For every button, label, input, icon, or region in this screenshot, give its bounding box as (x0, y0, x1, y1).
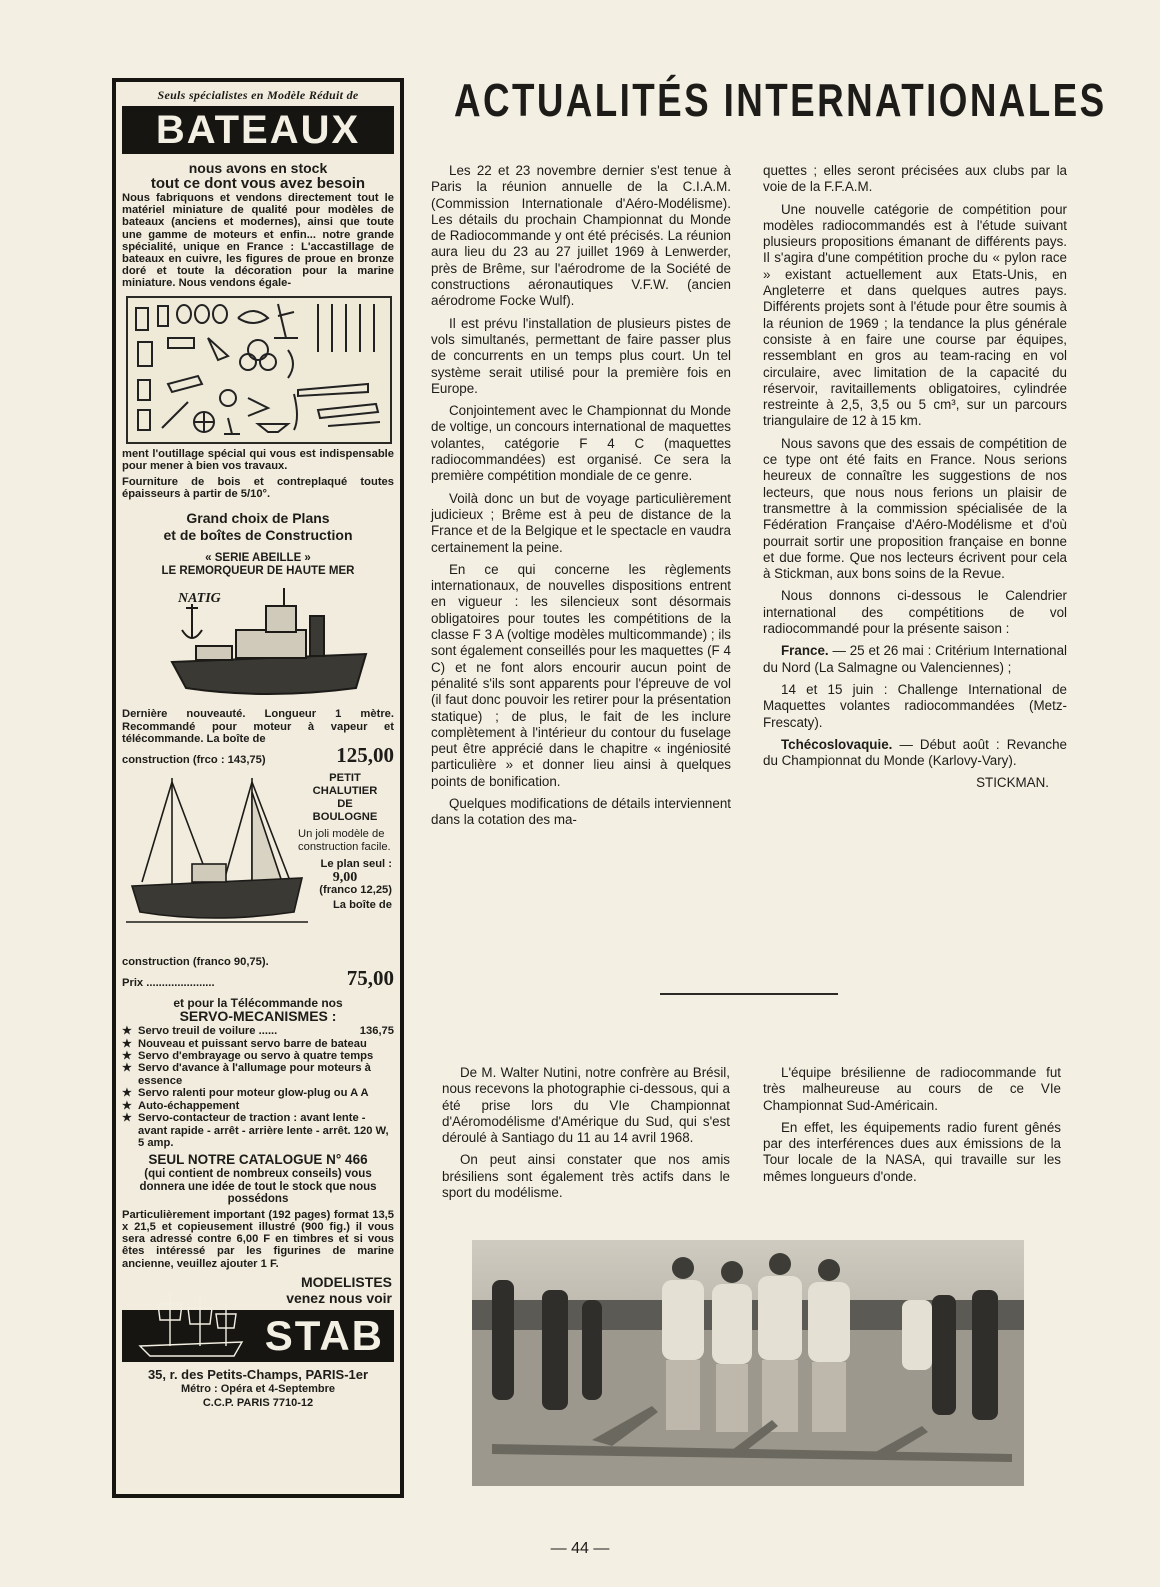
servo-price: 136,75 (359, 1025, 394, 1038)
chalutier-text (298, 772, 392, 912)
col3-paragraph: De M. Walter Nutini, notre confrère au Brésil, nous recevons la photographie ci-dessous, qui a été prise lors du VIe Championnat d'Aéromodélisme d'Amérique du Sud, qui s'est déroulé à Santiago du 11 au 14 avril 1968. (442, 1065, 730, 1146)
tugboat-drawing (116, 584, 400, 708)
chalutier-section (116, 772, 400, 956)
col1-paragraph: Quelques modifications de détails interviennent dans la cotation des ma- (431, 795, 731, 828)
remorqueur-description: Dernière nouveauté. Longueur 1 mètre. Recommandé pour moteur à vapeur et télécommande. La boîte de (122, 708, 394, 745)
calendar-france-text: — 25 et 26 mai : Critérium International du Nord (La Salmagne ou Valenciennes) ; (763, 643, 1067, 675)
servo-label: Servo d'embrayage ou servo à quatre temps (138, 1050, 374, 1063)
chalutier-title-4: BOULOGNE (312, 811, 378, 824)
col1-paragraph: En ce qui concerne les règlements internationaux, de nouvelles dispositions entrent en vigueur : les silencieux sont désormais obligatoires pour toutes les compétitions de la classe F 3 A (voltige modèles multicommande) ; ils sont également conseillés pour les maquettes (F 4 C) et ne font alors encourir aucun point de pénalité s'ils sont apparents pour l'épreuve de vol (il faut donc pouvoir les retirer pour la présentation statique) ; de plus, le fait de les inclure complètement à l'intérieur du contour du fuselage peut être apprécié dans le chapitre « ingéniosité particulière » et donner lieu ainsi à quelques points de bonification. (431, 561, 731, 789)
servo-item (122, 1025, 394, 1037)
trawler-drawing (122, 772, 312, 942)
col1-paragraph: Il est prévu l'installation de plusieurs pistes de vols simultanés, permettant de faire passer plus de concurrents en un temps plus court. Un tel système serait utilisé pour la première fois en Europe. (431, 315, 731, 396)
address-line-2: Métro : Opéra et 4-Septembre (180, 1382, 336, 1395)
article-column-1 (431, 163, 731, 835)
star-icon: ★ (122, 1037, 133, 1050)
stab-logo-text: STAB (264, 1311, 384, 1359)
catalogue-subtitle: (qui contient de nombreux conseils) vous donnera une idée de tout le stock que nous possédons (139, 1168, 377, 1206)
col1-paragraph: Conjointement avec le Championnat du Monde de voltige, un concours international de maquettes volantes, catégorie F 4 C (maquettes radiocommandées) est organisé. Ce sera la première compétition mondiale de ce genre. (431, 403, 731, 484)
plans-heading (116, 510, 400, 544)
col4-paragraph: L'équipe brésilienne de radiocommande fut très malheureuse au cours de ce VIe Championnat Sud-Américain. (763, 1065, 1061, 1113)
star-icon: ★ (122, 1050, 133, 1063)
servo-label: Auto-échappement (138, 1099, 240, 1112)
remorqueur-box-label: construction (frco : 143,75) (122, 754, 266, 767)
stock-line-2: tout ce dont vous avez besoin (150, 175, 366, 192)
servo-label: Nouveau et puissant servo barre de bateau (138, 1037, 367, 1050)
brazil-column-2 (763, 1065, 1061, 1191)
fittings-illustration (126, 296, 392, 444)
servo-list (116, 1025, 400, 1149)
photo-drawing (472, 1240, 1024, 1486)
ad-intro-text: Nous fabriquons et vendons directement tout le matériel miniature de qualité pour modèles de bateaux (anciens et modernes), ainsi que toute une gamme de moteurs et enfin... notre grande spécialité, unique en France : L'accastillage de bateaux en cuivre, les figures de proue en bronze doré et toute la décoration pour la marine miniature. Nous vendons égale- (122, 192, 394, 290)
boite-label: La boîte de (332, 899, 392, 912)
galleon-drawing (130, 1290, 250, 1360)
servo-item (122, 1050, 394, 1062)
article-title: ACTUALITÉS INTERNATIONALES (454, 74, 1107, 126)
catalogue-details: Particulièrement important (192 pages) format 13,5 x 21,5 et copieusement illustré (900 fig.) il vous sera adressé contre 6,00 F en timbres et si vous êtes intéressé par les figurines de marine ancienne, veuillez ajouter 1 F. (122, 1208, 394, 1270)
servo-label: Servo treuil de voilure ...... (138, 1025, 278, 1038)
stab-address (116, 1368, 400, 1410)
stab-banner (122, 1310, 394, 1362)
plans-line-1: Grand choix de Plans (186, 510, 330, 527)
col2-continuation: quettes ; elles seront précisées aux clubs par la voie de la F.F.A.M. (763, 163, 1067, 195)
address-line-3: C.C.P. PARIS 7710-12 (202, 1396, 314, 1409)
calendar-tchecoslovaquie (763, 737, 1067, 770)
brazil-team-photo (472, 1240, 1024, 1486)
boite-construction: construction (franco 90,75). (122, 956, 269, 969)
chalutier-title-1: PETIT (329, 772, 361, 785)
article-signature: STICKMAN. (976, 775, 1049, 791)
page-number: — 44 — (550, 1540, 610, 1557)
calendar-france-label: France. (781, 643, 829, 659)
servo-label: Servo ralenti pour moteur glow-plug ou A A (138, 1087, 369, 1100)
catalogue-title: SEUL NOTRE CATALOGUE N° 466 (148, 1152, 368, 1168)
col2-paragraph: Nous donnons ci-dessous le Calendrier international des compétitions de vol radiocommandé pour la présente saison : (763, 588, 1067, 637)
tugboat-illustration (116, 584, 400, 708)
servo-item (122, 1100, 394, 1112)
servo-item (122, 1087, 394, 1099)
stock-line-1: nous avons en stock (188, 160, 328, 176)
col1-paragraph: Les 22 et 23 novembre dernier s'est tenue à Paris la réunion annuelle de la C.I.A.M. (Commission Internationale d'Aéro-Modélisme). Les détails du prochain Championnat du Monde de Radiocommande y ont été précisés. La réunion aura lieu du 23 au 27 juillet 1969 à Lenwerder, près de Brême, sur l'aérodrome de la Société de constructions aéronautiques V.F.W. (ancien aérodrome Focke Wulf). (431, 163, 731, 309)
star-icon: ★ (122, 1062, 133, 1075)
tugboat-name: NATIG (178, 591, 221, 607)
brazil-column-1 (442, 1065, 730, 1207)
col2-paragraph: Une nouvelle catégorie de compétition pour modèles radiocommandés est à l'étude suivant plusieurs propositions émanant de différents pays. Il s'agira d'une compétition proche du « pylon race » existant actuellement aux Etats-Unis, en Angleterre et dans quelques autres pays. Différents projets sont à l'étude pour être soumis à la réunion de 1969 ; la tendance la plus générale consiste à en faire une course par équipes, ressemblant en gros au team-racing en vol circulaire, avec limitation de la capacité du réservoir, ravitaillements obligatoires, cylindrée restreinte à 2,5, 3,5 ou 5 cm³, sur un parcours triangulaire de 12 à 15 km. (763, 201, 1067, 429)
stab-advertisement (112, 78, 404, 1498)
fittings-drawing (128, 298, 396, 438)
boite-price-row (116, 968, 400, 989)
star-icon: ★ (122, 1025, 133, 1038)
ad-tagline: Seuls spécialistes en Modèle Réduit de (157, 88, 359, 102)
chalutier-title-3: DE (337, 798, 353, 811)
servo-item (122, 1112, 394, 1149)
col2-paragraphs (763, 202, 1067, 638)
article-column-2 (763, 163, 1067, 792)
star-icon: ★ (122, 1099, 133, 1112)
remorqueur-price-row (116, 745, 400, 766)
serie-line-2: LE REMORQUEUR DE HAUTE MER (161, 565, 355, 578)
address-line-1: 35, r. des Petits-Champs, PARIS-1er (147, 1366, 369, 1382)
servo-label: Servo-contacteur de traction : avant lente - avant rapide - arrêt - arrière lente - arrêt. 120 W, 5 amp. (138, 1112, 389, 1149)
star-icon: ★ (122, 1112, 133, 1125)
modelistes-line-2: venez nous voir (286, 1289, 392, 1306)
servo-item (122, 1062, 394, 1087)
col1-paragraph: Voilà donc un but de voyage particulièrement judicieux ; Brême est à peu de distance de la France et de la Belgique et le spectacle en vaudra certainement la peine. (431, 490, 731, 555)
modelistes-line-1: MODELISTES (300, 1273, 392, 1290)
stock-heading (116, 160, 400, 192)
plan-price: 9,00 (332, 870, 358, 886)
outillage-text: ment l'outillage spécial qui vous est indispensable pour mener à bien vos travaux. (122, 447, 394, 472)
col3-paragraph: On peut ainsi constater que nos amis brésiliens sont également très actifs dans le sport du modélisme. (442, 1152, 730, 1201)
calendar-france (763, 643, 1067, 676)
serie-line-1: « SERIE ABEILLE » (205, 552, 311, 565)
star-icon: ★ (122, 1087, 133, 1100)
col4-paragraph: En effet, les équipements radio furent gênés par des interférences dues aux émissions de la Tour locale de la NASA, qui travaille sur les mêmes longueurs d'onde. (763, 1119, 1061, 1184)
bateaux-banner: BATEAUX (122, 106, 394, 154)
plan-seul-label: Le plan seul : (320, 858, 392, 871)
remorqueur-price: 125,00 (336, 743, 394, 768)
boite-price: 75,00 (346, 966, 394, 991)
servo-heading (116, 997, 400, 1023)
calendar-france-2: 14 et 15 juin : Challenge International de Maquettes volantes radiocommandées (Metz-Frescaty). (763, 681, 1067, 730)
servo-title: SERVO-MECANISMES : (179, 1008, 337, 1025)
serie-heading (116, 552, 400, 578)
calendar-tchec-label: Tchécoslovaquie. (781, 736, 893, 752)
section-divider (660, 993, 838, 995)
chalutier-description: Un joli modèle de construction facile. (298, 828, 391, 854)
prix-label: Prix ...................... (122, 977, 215, 990)
servo-item (122, 1038, 394, 1050)
servo-intro: et pour la Télécommande nos (173, 996, 343, 1011)
calendar-tchec-text: — Début août : Revanche du Championnat du Monde (Karlovy-Vary). (763, 736, 1067, 769)
servo-label: Servo d'avance à l'allumage pour moteurs à essence (138, 1062, 371, 1087)
plan-franco: (franco 12,25) (319, 884, 392, 897)
plans-line-2: et de boîtes de Construction (163, 527, 353, 544)
chalutier-title-2: CHALUTIER (312, 785, 378, 798)
col2-paragraph: Nous savons que des essais de compétition de ce type ont été faits en France. Nous serions heureux de connaître les suggestions de nos lecteurs, que nous nous ferions un plaisir de transmettre à la commission spécialisée de la Fédération Française d'Aéro-Modélisme et d'où pourrait sortir une proposition française en bonne et due forme. Que nos lecteurs écrivent pour cela à Stickman, aux bons soins de la Revue. (763, 435, 1067, 582)
fourniture-text: Fourniture de bois et contreplaqué toutes épaisseurs à partir de 5/10°. (122, 476, 394, 501)
